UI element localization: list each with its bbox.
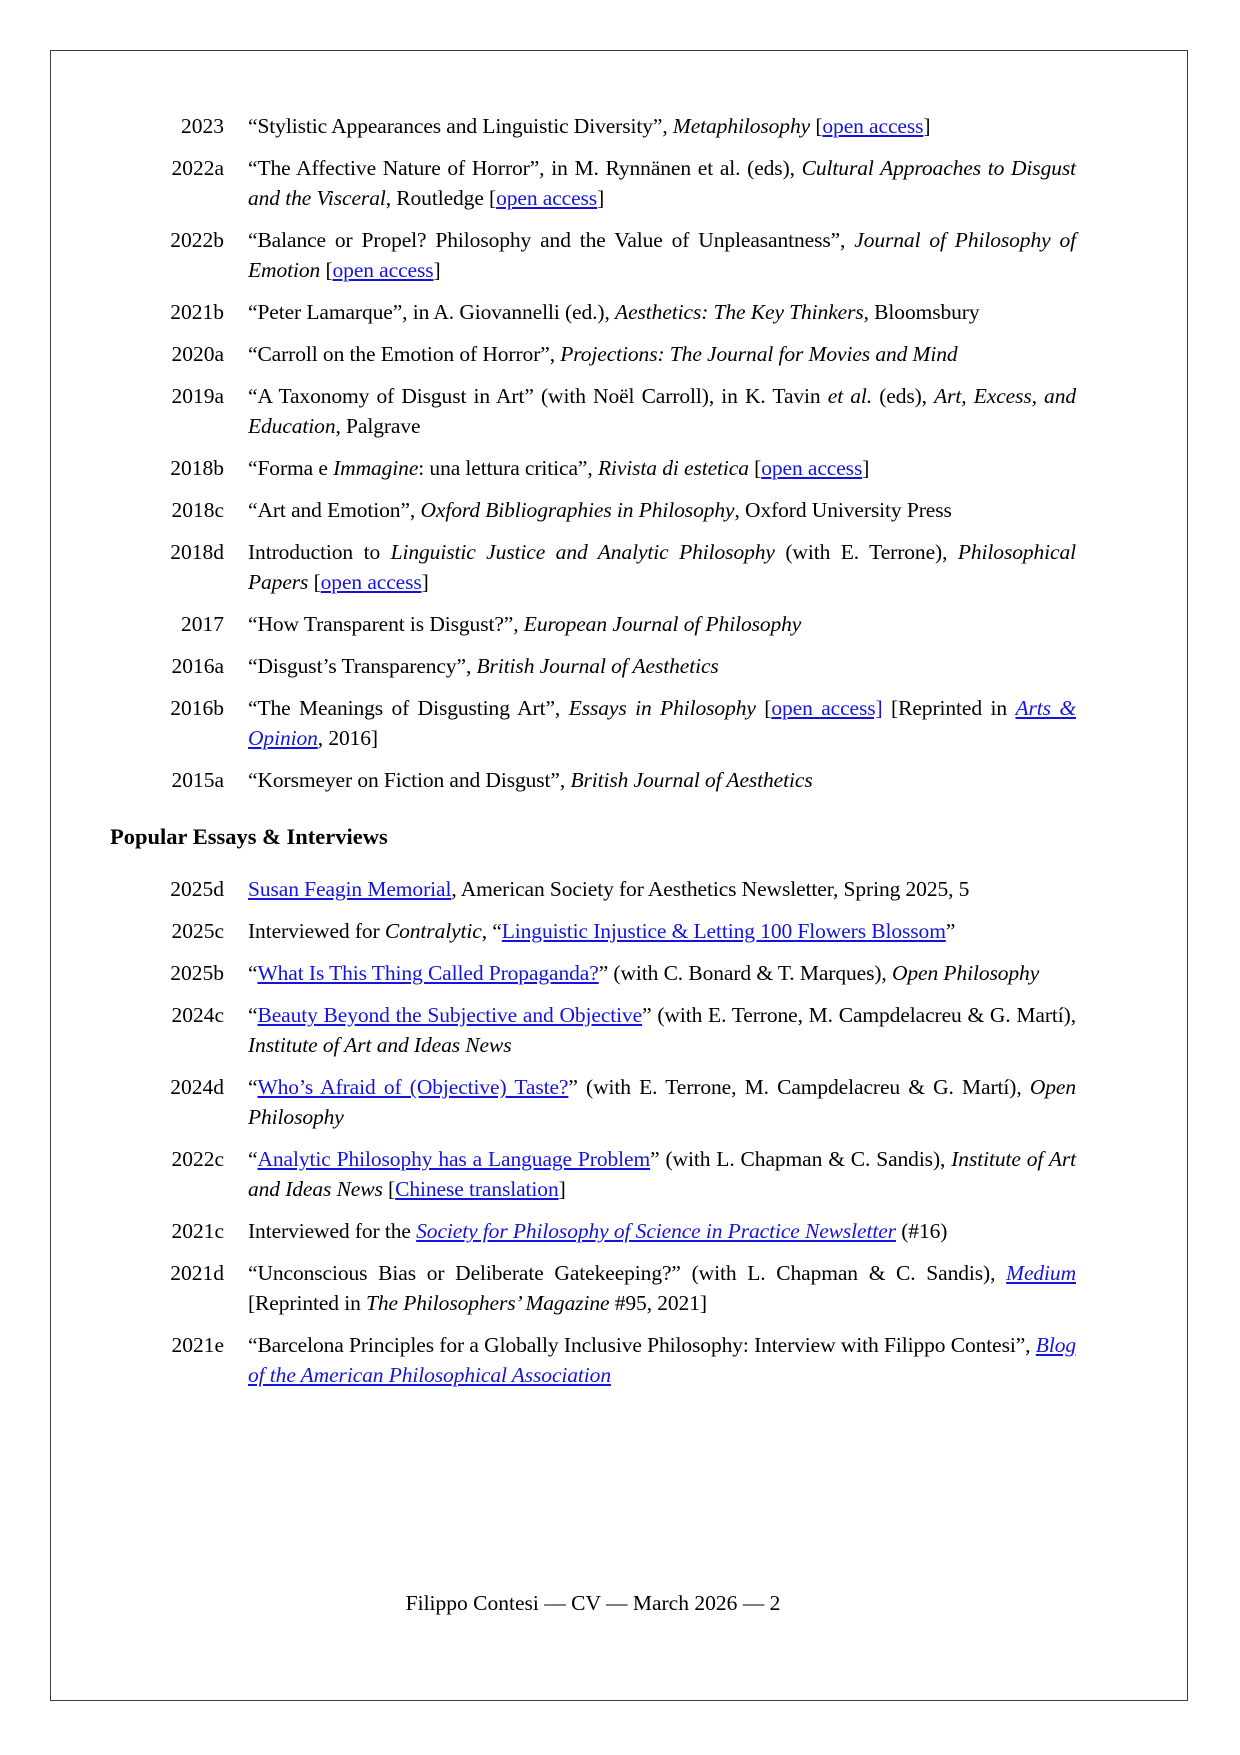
entry-text (248, 111, 1076, 141)
entry-text-segment: [Reprinted in (882, 696, 1016, 720)
entry-text-segment: Art, Excess, and Education (248, 384, 1077, 438)
entry-text-segment: “Forma e (248, 456, 334, 480)
entry-2025b (110, 958, 1076, 988)
entry-text-segment: “How Transparent is Disgust?”, (248, 612, 524, 636)
entry-year: 2016b (170, 696, 224, 720)
entry-text-segment: “Korsmeyer on Fiction and Disgust”, (248, 768, 571, 792)
entry-year: 2025c (171, 919, 224, 943)
entry-2019a (110, 381, 1076, 441)
entry-2025d (110, 874, 1076, 904)
entry-text-segment: ” (with L. Chapman & C. Sandis), (650, 1147, 952, 1171)
entry-link[interactable]: What Is This Thing Called Propaganda? (257, 961, 599, 985)
entry-text-segment: Aesthetics: The Key Thinkers (615, 300, 864, 324)
entry-year: 2017 (181, 612, 224, 636)
entry-text-segment: Essays in Philosophy (568, 696, 756, 720)
entry-link[interactable]: Susan Feagin Memorial (248, 877, 452, 901)
entry-link[interactable]: open access (320, 570, 422, 594)
entry-text-segment: Oxford Bibliographies in Philosophy (420, 498, 735, 522)
entry-link[interactable]: open access (761, 456, 863, 480)
entry-link[interactable]: Analytic Philosophy has a Language Problem (257, 1147, 651, 1171)
entry-text (248, 1000, 1076, 1060)
entry-year: 2023 (181, 114, 224, 138)
entry-2020a (110, 339, 1076, 369)
entry-year: 2021e (171, 1333, 224, 1357)
entry-2022a (110, 153, 1076, 213)
entry-text-segment: Introduction to (248, 540, 391, 564)
entry-year: 2021b (170, 300, 224, 324)
entry-year: 2025d (170, 877, 224, 901)
publications-list (110, 111, 1076, 795)
entry-link[interactable]: Medium (1006, 1261, 1076, 1285)
entry-link[interactable]: Beauty Beyond the Subjective and Objective (257, 1003, 643, 1027)
entry-text-segment: “Barcelona Principles for a Globally Inclusive Philosophy: Interview with Filippo Contesi”, (248, 1333, 1036, 1357)
entry-link[interactable]: Society for Philosophy of Science in Practice Newsletter (416, 1219, 896, 1243)
entry-text-segment: ] (421, 570, 429, 594)
entry-2015a (110, 765, 1076, 795)
entry-text-segment: [ (320, 258, 333, 282)
entry-text-segment: Linguistic Justice and Analytic Philosophy (390, 540, 775, 564)
entry-link[interactable]: Linguistic Injustice & Letting 100 Flowers Blossom (501, 919, 946, 943)
entry-text (248, 153, 1076, 213)
entry-text-segment: European Journal of Philosophy (523, 612, 802, 636)
entry-text-segment: , 2016] (317, 726, 378, 750)
entry-text (248, 495, 1076, 525)
entry-text (248, 339, 1076, 369)
entry-2024d (110, 1072, 1076, 1132)
entry-text (248, 651, 1076, 681)
entry-text-segment: ” (with E. Terrone, M. Campdelacreu & G. Martí), (642, 1003, 1076, 1027)
entry-year: 2020a (171, 342, 224, 366)
entry-year: 2022b (170, 228, 224, 252)
entry-year: 2021d (170, 1261, 224, 1285)
entry-text-segment: British Journal of Aesthetics (570, 768, 813, 792)
entry-text (248, 453, 1076, 483)
entry-year: 2024c (171, 1003, 224, 1027)
entry-2021d (110, 1258, 1076, 1318)
entry-text (248, 609, 1076, 639)
entry-text-segment: [Reprinted in (248, 1291, 367, 1315)
entry-2022b (110, 225, 1076, 285)
entry-text-segment: Journal of Philosophy of Emotion (248, 228, 1076, 282)
entry-2016a (110, 651, 1076, 681)
entry-year: 2021c (171, 1219, 224, 1243)
entry-text-segment: “Stylistic Appearances and Linguistic Diversity”, (248, 114, 673, 138)
entry-text-segment: [ (748, 456, 762, 480)
entry-text-segment: ” (with E. Terrone, M. Campdelacreu & G. Martí), (568, 1075, 1030, 1099)
entry-text-segment: ] (862, 456, 870, 480)
cv-page-content (110, 111, 1076, 1402)
entry-text-segment: “ (248, 1075, 258, 1099)
entry-text (248, 381, 1076, 441)
entry-text-segment: Open Philosophy (248, 1075, 1076, 1129)
entry-year: 2018d (170, 540, 224, 564)
entry-text (248, 916, 1076, 946)
entry-text (248, 1258, 1076, 1318)
entry-2016b (110, 693, 1076, 753)
entry-link[interactable]: Arts & Opinion (248, 696, 1076, 750)
entry-text-segment: , American Society for Aesthetics Newsletter, Spring 2025, 5 (451, 877, 970, 901)
entry-text-segment: “ (248, 961, 258, 985)
entry-text-segment: “Carroll on the Emotion of Horror”, (248, 342, 561, 366)
entry-text-segment: [ (755, 696, 772, 720)
entry-text-segment: , Routledge [ (385, 186, 497, 210)
page-footer: Filippo Contesi — CV — March 2026 — 2 (405, 1591, 781, 1615)
entry-text-segment: [ (810, 114, 823, 138)
entry-text-segment: “The Meanings of Disgusting Art”, (248, 696, 569, 720)
entry-text (248, 765, 1076, 795)
entry-year: 2016a (171, 654, 224, 678)
entry-year: 2015a (171, 768, 224, 792)
entry-text (248, 1330, 1076, 1390)
popular-essays-list (110, 874, 1076, 1390)
entry-text-segment: “Balance or Propel? Philosophy and the Value of Unpleasantness”, (248, 228, 855, 252)
entry-text-segment: #95, 2021] (609, 1291, 707, 1315)
entry-2024c (110, 1000, 1076, 1060)
entry-2018d (110, 537, 1076, 597)
entry-text-segment: et al. (827, 384, 873, 408)
entry-2021b (110, 297, 1076, 327)
entry-link[interactable]: open access (332, 258, 434, 282)
entry-text-segment: Institute of Art and Ideas News (248, 1147, 1076, 1201)
entry-text (248, 537, 1076, 597)
entry-2018c (110, 495, 1076, 525)
entry-text-segment: “ (248, 1147, 258, 1171)
entry-text-segment: [ (382, 1177, 396, 1201)
entry-text-segment: Institute of Art and Ideas News (248, 1033, 512, 1057)
entry-text-segment: [ (308, 570, 321, 594)
entry-year: 2018b (170, 456, 224, 480)
entry-text-segment: ” (945, 919, 956, 943)
entry-text-segment: Interviewed for (248, 919, 385, 943)
entry-text-segment: Contralytic (384, 919, 482, 943)
entry-text-segment: : una lettura critica”, (418, 456, 598, 480)
entry-link[interactable]: Chinese translation (395, 1177, 559, 1201)
entry-text-segment: Metaphilosophy (672, 114, 811, 138)
entry-link[interactable]: Who’s Afraid of (Objective) Taste? (257, 1075, 569, 1099)
entry-text-segment: , Palgrave (335, 414, 421, 438)
entry-link[interactable]: open access (822, 114, 924, 138)
entry-text-segment: “Disgust’s Transparency”, (248, 654, 477, 678)
entry-2021c (110, 1216, 1076, 1246)
entry-link[interactable]: Blog of the American Philosophical Association (248, 1333, 1076, 1387)
entry-text-segment: , “ (481, 919, 502, 943)
entry-text-segment: (with E. Terrone), (774, 540, 958, 564)
entry-text-segment: Philosophical Papers (248, 540, 1077, 594)
entry-link[interactable]: open access (496, 186, 598, 210)
entry-text-segment: , Oxford University Press (734, 498, 952, 522)
entry-year: 2019a (171, 384, 224, 408)
entry-text (248, 958, 1076, 988)
entry-text-segment: ] (923, 114, 931, 138)
entry-text-segment: “Unconscious Bias or Deliberate Gatekeeping?” (with L. Chapman & C. Sandis), (248, 1261, 1007, 1285)
entry-text-segment: ” (with C. Bonard & T. Marques), (598, 961, 892, 985)
entry-year: 2024d (170, 1075, 224, 1099)
entry-year: 2022a (171, 156, 224, 180)
entry-text-segment: ] (597, 186, 605, 210)
entry-text-segment: “A Taxonomy of Disgust in Art” (with Noël Carroll), in K. Tavin (248, 384, 828, 408)
entry-2023 (110, 111, 1076, 141)
entry-text-segment: Interviewed for the (248, 1219, 417, 1243)
entry-text-segment: “ (248, 1003, 258, 1027)
entry-text-segment: “The Affective Nature of Horror”, in M. Rynnänen et al. (eds), (248, 156, 802, 180)
entry-text (248, 874, 1076, 904)
entry-text (248, 297, 1076, 327)
entry-text-segment: ] (558, 1177, 566, 1201)
entry-text-segment: (#16) (895, 1219, 948, 1243)
entry-year: 2022c (171, 1147, 224, 1171)
entry-text-segment: Immagine (333, 456, 419, 480)
entry-2021e (110, 1330, 1076, 1390)
entry-text (248, 225, 1076, 285)
entry-text-segment: Rivista di estetica (597, 456, 749, 480)
entry-text-segment: Open Philosophy (891, 961, 1040, 985)
entry-link[interactable]: open access] (771, 696, 883, 720)
entry-text-segment: ] (433, 258, 441, 282)
section-heading-popular-essays: Popular Essays & Interviews (110, 824, 388, 849)
entry-text-segment: The Philosophers’ Magazine (366, 1291, 610, 1315)
entry-2017 (110, 609, 1076, 639)
entry-2018b (110, 453, 1076, 483)
entry-text-segment: , Bloomsbury (863, 300, 980, 324)
entry-text (248, 1144, 1076, 1204)
entry-year: 2018c (171, 498, 224, 522)
entry-text (248, 1216, 1076, 1246)
entry-text (248, 693, 1076, 753)
entry-text-segment: “Art and Emotion”, (248, 498, 421, 522)
entry-text (248, 1072, 1076, 1132)
entry-text-segment: British Journal of Aesthetics (476, 654, 719, 678)
entry-text-segment: (eds), (872, 384, 935, 408)
entry-year: 2025b (170, 961, 224, 985)
entry-2022c (110, 1144, 1076, 1204)
entry-2025c (110, 916, 1076, 946)
entry-text-segment: Projections: The Journal for Movies and Mind (560, 342, 958, 366)
entry-text-segment: Cultural Approaches to Disgust and the Visceral (248, 156, 1077, 210)
entry-text-segment: “Peter Lamarque”, in A. Giovannelli (ed.), (248, 300, 616, 324)
